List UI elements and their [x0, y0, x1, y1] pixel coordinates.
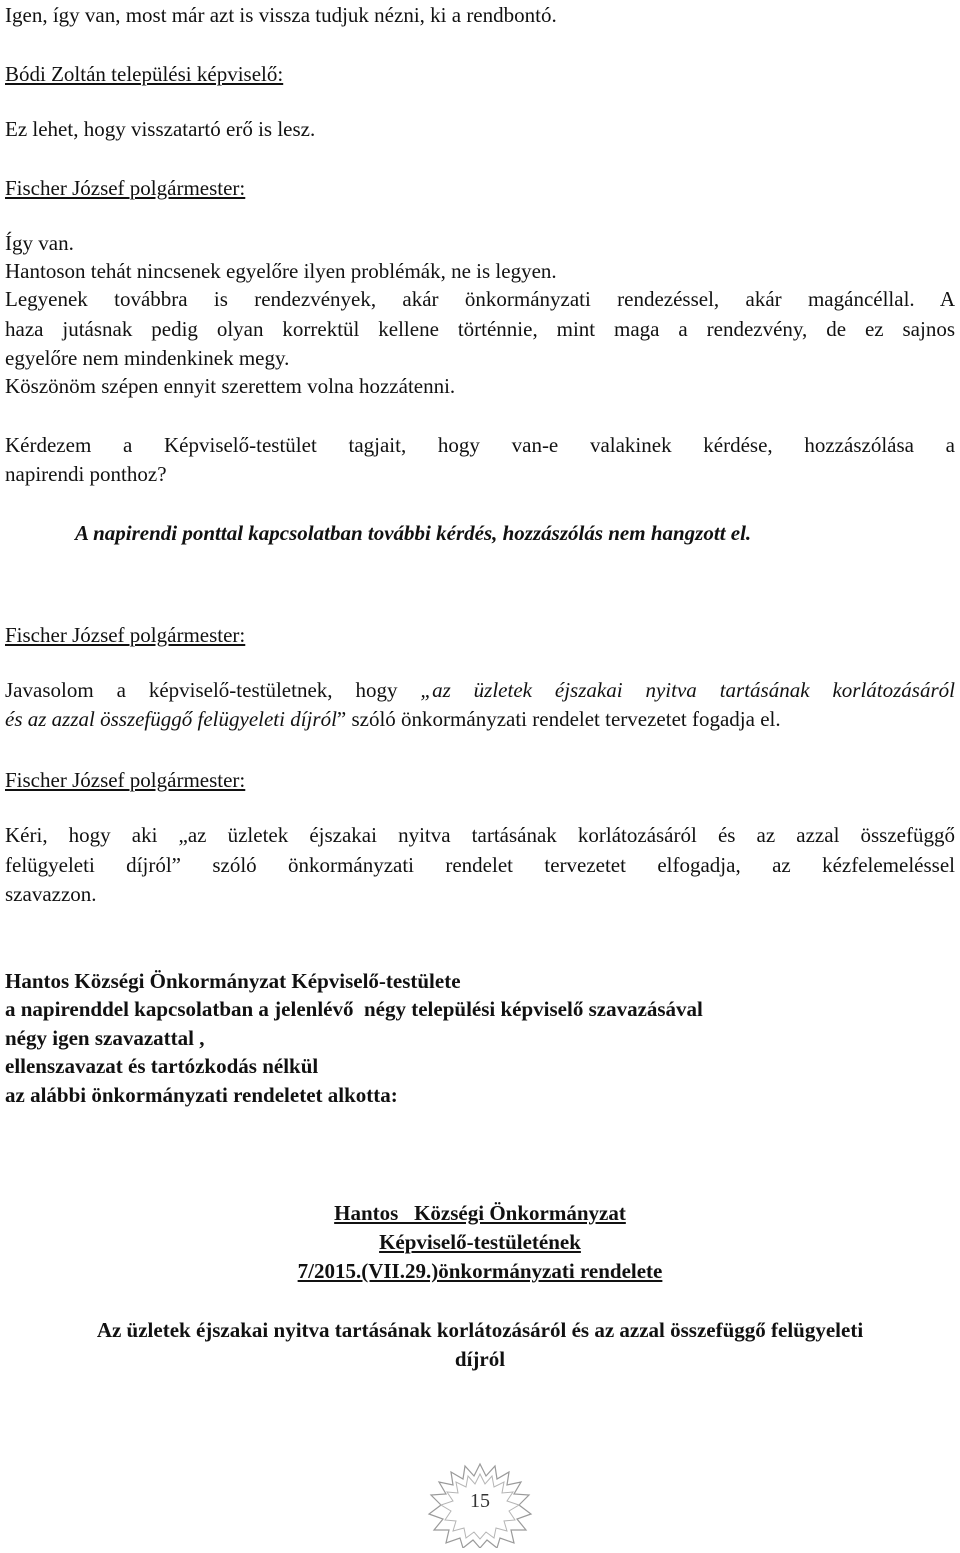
text-line: Ez lehet, hogy visszatartó erő is lesz. [5, 117, 316, 141]
proposal-text: ” szóló önkormányzati rendelet tervezetet fogadja el. [336, 707, 781, 731]
speaker-heading: Fischer József polgármester: [5, 623, 246, 647]
decision-line: Hantos Községi Önkormányzat Képviselő-testülete [5, 969, 461, 993]
ordinance-heading [0, 1257, 960, 1285]
text-line: Köszönöm szépen ennyit szerettem volna hozzátenni. [5, 374, 456, 398]
proposal-italic: „az üzletek éjszakai nyitva tartásának korlátozásáról [420, 678, 955, 702]
text-line: Igen, így van, most már azt is vissza tudjuk nézni, ki a rendbontó. [5, 3, 557, 27]
decision-line: a napirenddel kapcsolatban a jelenlévő négy települési képviselő szavazásával [5, 997, 703, 1021]
speaker-heading: Fischer József polgármester: [5, 176, 246, 200]
decision-line: ellenszavazat és tartózkodás nélkül [5, 1054, 319, 1078]
text-line: napirendi ponthoz? [5, 462, 167, 486]
speaker-heading: Fischer József polgármester: [5, 768, 246, 792]
decision-line: az alábbi önkormányzati rendeletet alkotta: [5, 1083, 398, 1107]
text-line: felügyeleti díjról” szóló önkormányzati rendelet tervezetet elfogadja, az kézfelemeléssel [5, 853, 955, 877]
ordinance-title: díjról [454, 1347, 506, 1371]
text-line: haza jutásnak pedig olyan korrektül kellene történnie, mint maga a rendezvény, de ez sajnos [5, 317, 955, 341]
ordinance-heading [0, 1199, 960, 1227]
text-line: Kéri, hogy aki „az üzletek éjszakai nyitva tartásának korlátozásáról és az azzal összefüggő [5, 823, 955, 847]
italic-note: A napirendi ponttal kapcsolatban további kérdés, hozzászólás nem hangzott el. [75, 521, 752, 545]
ordinance-title: Az üzletek éjszakai nyitva tartásának korlátozásáról és az azzal összefüggő felügyeleti [96, 1318, 864, 1342]
text-line: Így van. [5, 231, 74, 255]
page-number: 15 [470, 1490, 490, 1512]
proposal-line [5, 677, 955, 703]
ordinance-heading-line: Hantos Községi Önkormányzat [334, 1201, 626, 1225]
ordinance-heading-line: Képviselő-testületének [379, 1230, 581, 1254]
text-line: Hantoson tehát nincsenek egyelőre ilyen problémák, ne is legyen. [5, 259, 557, 283]
speaker-heading: Bódi Zoltán települési képviselő: [5, 62, 284, 86]
proposal-text: Javasolom a képviselő-testületnek, hogy [5, 678, 421, 702]
text-line: szavazzon. [5, 882, 97, 906]
text-line: egyelőre nem mindenkinek megy. [5, 346, 290, 370]
page-number-badge [425, 1462, 535, 1548]
proposal-line [5, 706, 781, 732]
ordinance-heading [0, 1228, 960, 1256]
ordinance-heading-line: 7/2015.(VII.29.)önkormányzati rendelete [297, 1259, 663, 1283]
text-line: Kérdezem a Képviselő-testület tagjait, hogy van-e valakinek kérdése, hozzászólása a [5, 433, 955, 457]
text-line: Legyenek továbbra is rendezvények, akár önkormányzati rendezéssel, akár magáncéllal. A [5, 287, 955, 311]
proposal-italic: és az azzal összefüggő felügyeleti díjról [5, 707, 337, 731]
decision-line: négy igen szavazattal , [5, 1026, 205, 1050]
